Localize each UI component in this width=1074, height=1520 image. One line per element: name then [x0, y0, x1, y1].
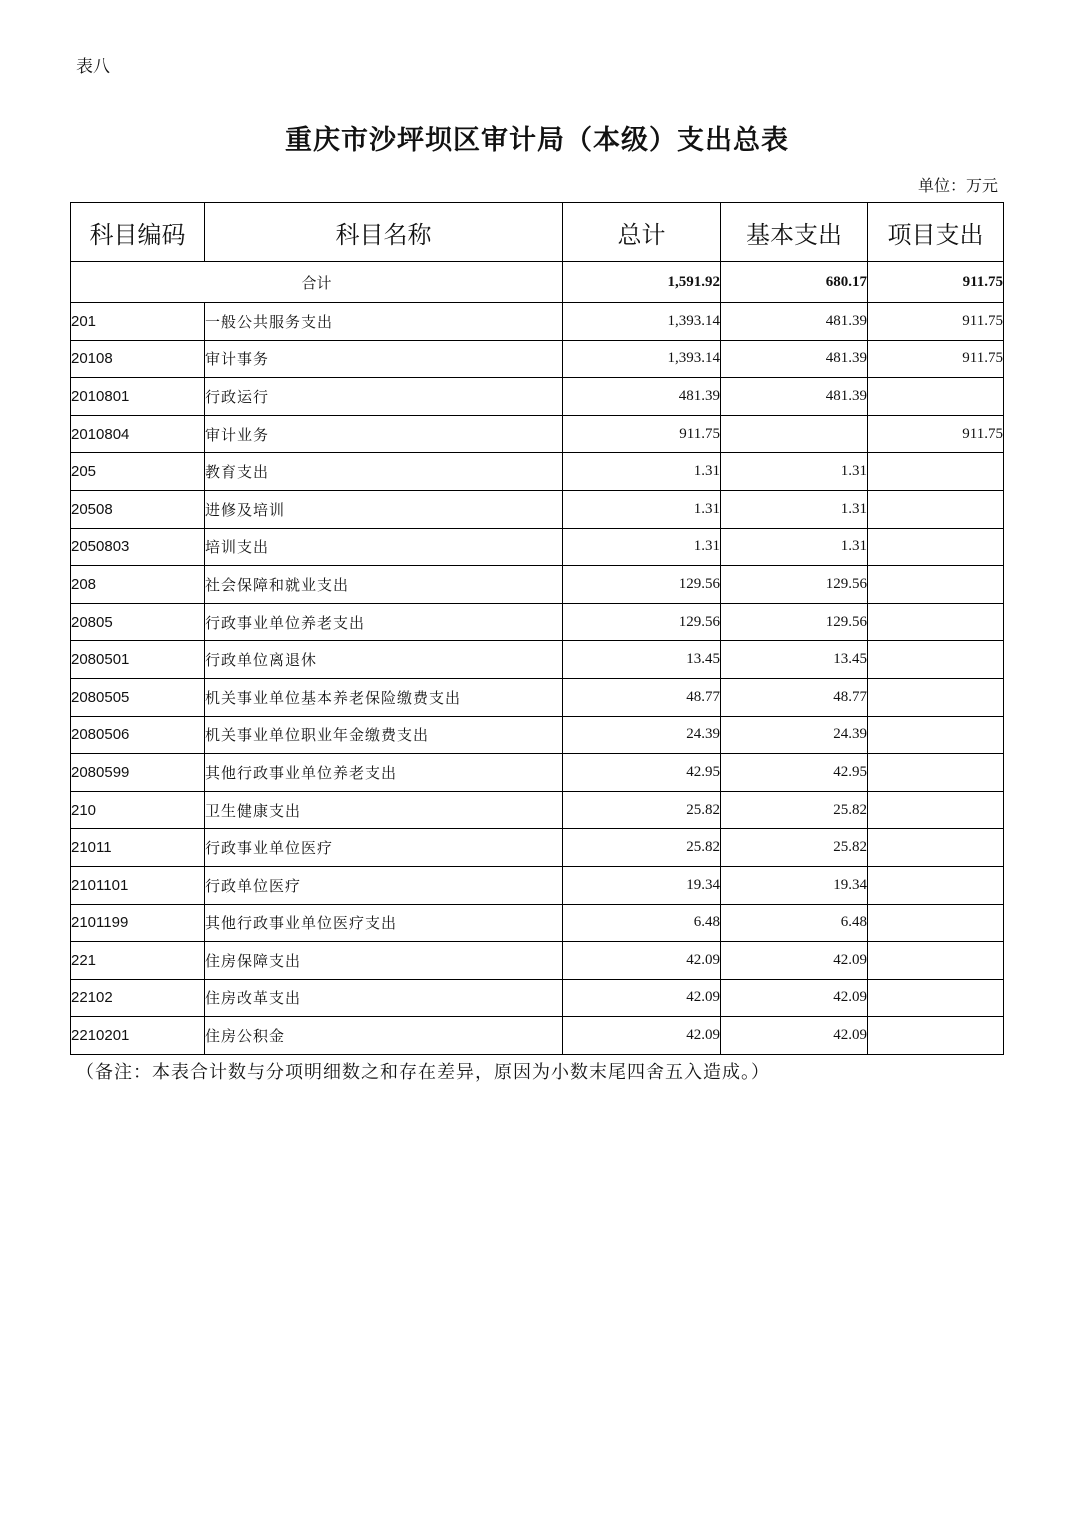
- row-total: 25.82: [563, 829, 721, 867]
- row-name: 教育支出: [205, 453, 563, 491]
- table-row: [71, 716, 1004, 754]
- row-code: 2050803: [71, 528, 205, 566]
- table-header-row: [71, 203, 1004, 262]
- row-project: [868, 678, 1004, 716]
- row-basic: 129.56: [721, 603, 868, 641]
- row-name: 住房保障支出: [205, 942, 563, 980]
- header-project: 项目支出: [868, 203, 1004, 262]
- table-row: [71, 866, 1004, 904]
- row-name: 一般公共服务支出: [205, 303, 563, 341]
- unit-label: 单位：万元: [917, 176, 998, 195]
- row-name: 审计业务: [205, 415, 563, 453]
- row-name: 住房改革支出: [205, 979, 563, 1017]
- row-total: 6.48: [563, 904, 721, 942]
- row-basic: 1.31: [721, 453, 868, 491]
- row-code: 2010804: [71, 415, 205, 453]
- row-basic: 1.31: [721, 528, 868, 566]
- row-project: 911.75: [868, 415, 1004, 453]
- total-row: [71, 262, 1004, 303]
- row-total: 129.56: [563, 603, 721, 641]
- row-name: 行政单位医疗: [205, 866, 563, 904]
- row-code: 20508: [71, 490, 205, 528]
- row-project: [868, 716, 1004, 754]
- row-total: 42.09: [563, 979, 721, 1017]
- row-code: 2101199: [71, 904, 205, 942]
- row-total: 481.39: [563, 378, 721, 416]
- row-total: 19.34: [563, 866, 721, 904]
- row-code: 2010801: [71, 378, 205, 416]
- row-project: [868, 904, 1004, 942]
- row-total: 48.77: [563, 678, 721, 716]
- row-project: [868, 754, 1004, 792]
- row-name: 进修及培训: [205, 490, 563, 528]
- table-number-label: 表八: [76, 57, 110, 77]
- row-basic: 24.39: [721, 716, 868, 754]
- table-row: [71, 678, 1004, 716]
- row-name: 住房公积金: [205, 1017, 563, 1055]
- header-basic: 基本支出: [721, 203, 868, 262]
- row-name: 行政运行: [205, 378, 563, 416]
- table-row: [71, 415, 1004, 453]
- row-name: 行政单位离退休: [205, 641, 563, 679]
- row-total: 1.31: [563, 490, 721, 528]
- row-code: 2210201: [71, 1017, 205, 1055]
- row-basic: 48.77: [721, 678, 868, 716]
- table-row: [71, 303, 1004, 341]
- row-total: 1.31: [563, 453, 721, 491]
- table-row: [71, 979, 1004, 1017]
- row-basic: 481.39: [721, 340, 868, 378]
- row-code: 2080505: [71, 678, 205, 716]
- table-row: [71, 566, 1004, 604]
- table-row: [71, 603, 1004, 641]
- table-row: [71, 791, 1004, 829]
- total-project: 911.75: [868, 262, 1004, 303]
- row-basic: 481.39: [721, 378, 868, 416]
- header-name: 科目名称: [205, 203, 563, 262]
- row-code: 2080501: [71, 641, 205, 679]
- table-row: [71, 340, 1004, 378]
- row-project: [868, 453, 1004, 491]
- row-basic: 19.34: [721, 866, 868, 904]
- row-total: 129.56: [563, 566, 721, 604]
- row-total: 1,393.14: [563, 340, 721, 378]
- row-total: 42.09: [563, 1017, 721, 1055]
- row-code: 221: [71, 942, 205, 980]
- row-project: [868, 603, 1004, 641]
- row-total: 42.09: [563, 942, 721, 980]
- row-project: 911.75: [868, 340, 1004, 378]
- header-code: 科目编码: [71, 203, 205, 262]
- table-row: [71, 829, 1004, 867]
- row-total: 1.31: [563, 528, 721, 566]
- row-name: 培训支出: [205, 528, 563, 566]
- row-project: [868, 979, 1004, 1017]
- row-code: 21011: [71, 829, 205, 867]
- row-code: 201: [71, 303, 205, 341]
- row-code: 20108: [71, 340, 205, 378]
- row-project: [868, 866, 1004, 904]
- row-basic: [721, 415, 868, 453]
- row-code: 22102: [71, 979, 205, 1017]
- row-basic: 25.82: [721, 829, 868, 867]
- row-total: 13.45: [563, 641, 721, 679]
- row-code: 2080506: [71, 716, 205, 754]
- table-row: [71, 1017, 1004, 1055]
- row-project: [868, 791, 1004, 829]
- row-name: 其他行政事业单位养老支出: [205, 754, 563, 792]
- table-row: [71, 904, 1004, 942]
- row-project: [868, 378, 1004, 416]
- row-name: 行政事业单位养老支出: [205, 603, 563, 641]
- total-label: 合计: [71, 262, 563, 303]
- row-basic: 1.31: [721, 490, 868, 528]
- row-basic: 13.45: [721, 641, 868, 679]
- row-code: 210: [71, 791, 205, 829]
- row-basic: 42.09: [721, 1017, 868, 1055]
- row-code: 2101101: [71, 866, 205, 904]
- row-project: [868, 490, 1004, 528]
- row-project: [868, 566, 1004, 604]
- table-row: [71, 378, 1004, 416]
- row-code: 208: [71, 566, 205, 604]
- row-basic: 6.48: [721, 904, 868, 942]
- expenditure-table: [70, 202, 1004, 1055]
- row-project: 911.75: [868, 303, 1004, 341]
- row-basic: 25.82: [721, 791, 868, 829]
- row-project: [868, 641, 1004, 679]
- row-total: 42.95: [563, 754, 721, 792]
- row-code: 20805: [71, 603, 205, 641]
- table-body: [71, 303, 1004, 1055]
- table-row: [71, 754, 1004, 792]
- row-basic: 42.95: [721, 754, 868, 792]
- table-row: [71, 453, 1004, 491]
- row-total: 24.39: [563, 716, 721, 754]
- row-name: 机关事业单位基本养老保险缴费支出: [205, 678, 563, 716]
- row-code: 2080599: [71, 754, 205, 792]
- table-row: [71, 641, 1004, 679]
- row-name: 机关事业单位职业年金缴费支出: [205, 716, 563, 754]
- row-name: 审计事务: [205, 340, 563, 378]
- row-name: 其他行政事业单位医疗支出: [205, 904, 563, 942]
- row-code: 205: [71, 453, 205, 491]
- row-basic: 42.09: [721, 942, 868, 980]
- row-basic: 42.09: [721, 979, 868, 1017]
- row-total: 25.82: [563, 791, 721, 829]
- row-project: [868, 829, 1004, 867]
- total-basic: 680.17: [721, 262, 868, 303]
- row-name: 社会保障和就业支出: [205, 566, 563, 604]
- row-total: 1,393.14: [563, 303, 721, 341]
- row-project: [868, 942, 1004, 980]
- row-project: [868, 528, 1004, 566]
- row-basic: 481.39: [721, 303, 868, 341]
- row-basic: 129.56: [721, 566, 868, 604]
- total-total: 1,591.92: [563, 262, 721, 303]
- header-total: 总计: [563, 203, 721, 262]
- table-row: [71, 528, 1004, 566]
- table-row: [71, 942, 1004, 980]
- row-project: [868, 1017, 1004, 1055]
- page-title: 重庆市沙坪坝区审计局（本级）支出总表: [285, 125, 789, 156]
- row-total: 911.75: [563, 415, 721, 453]
- row-name: 卫生健康支出: [205, 791, 563, 829]
- row-name: 行政事业单位医疗: [205, 829, 563, 867]
- footnote: （备注：本表合计数与分项明细数之和存在差异，原因为小数末尾四舍五入造成。）: [76, 1062, 770, 1083]
- table-row: [71, 490, 1004, 528]
